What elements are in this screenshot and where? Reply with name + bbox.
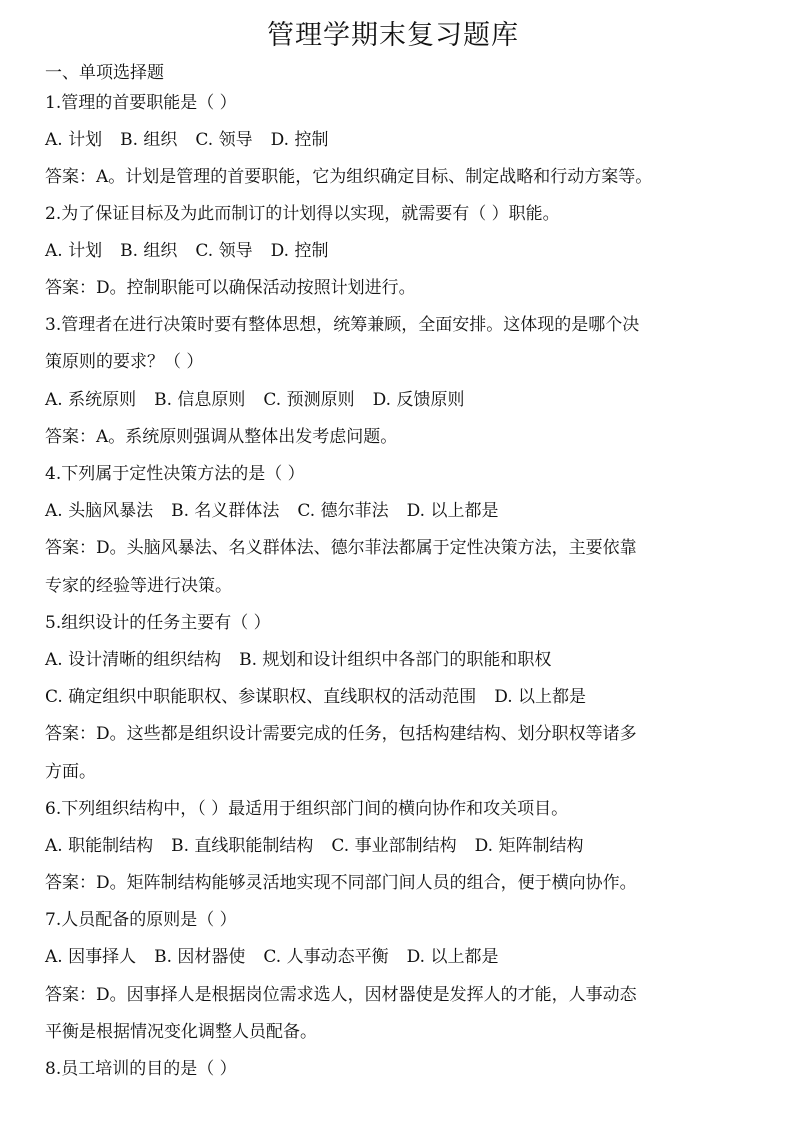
question-7: 7.人员配备的原则是（ ） (45, 910, 237, 930)
option-c: C. 预测原则 (263, 390, 355, 410)
answer-2: 答案：D。控制职能可以确保活动按照计划进行。 (45, 278, 416, 298)
answer-4-line-1: 答案：D。头脑风暴法、名义群体法、德尔菲法都属于定性决策方法，主要依靠 (45, 538, 637, 558)
question-5-options-line-1 (45, 648, 742, 672)
option-a: A. 系统原则 (45, 390, 137, 410)
option-d: D. 控制 (270, 130, 329, 150)
option-b: B. 组织 (120, 241, 178, 261)
question-3-line-1: 3.管理者在进行决策时要有整体思想，统筹兼顾，全面安排。这体现的是哪个决 (45, 315, 640, 335)
answer-5-line-2: 方面。 (45, 762, 96, 782)
answer-7-line-1: 答案：D。因事择人是根据岗位需求选人，因材器使是发挥人的才能，人事动态 (45, 985, 637, 1005)
question-1: 1.管理的首要职能是（ ） (45, 93, 237, 113)
question-5: 5.组织设计的任务主要有（ ） (45, 613, 271, 633)
answer-4-line-2: 专家的经验等进行决策。 (45, 576, 232, 596)
question-8: 8.员工培训的目的是（ ） (45, 1059, 237, 1079)
question-4: 4.下列属于定性决策方法的是（ ） (45, 464, 305, 484)
answer-3: 答案：A。系统原则强调从整体出发考虑问题。 (45, 427, 398, 447)
question-6: 6.下列组织结构中，（ ）最适用于组织部门间的横向协作和攻关项目。 (45, 799, 569, 819)
option-b: B. 组织 (120, 130, 178, 150)
option-a: A. 头脑风暴法 (45, 501, 154, 521)
section-heading: 一、单项选择题 (45, 63, 164, 83)
option-d: D. 矩阵制结构 (474, 836, 584, 856)
question-7-options (45, 945, 742, 969)
option-d: D. 以上都是 (494, 687, 587, 707)
option-d: D. 以上都是 (406, 947, 499, 967)
document-title: 管理学期末复习题库 (267, 20, 519, 51)
option-a: A. 因事择人 (45, 947, 137, 967)
option-d: D. 反馈原则 (372, 390, 465, 410)
answer-7-line-2: 平衡是根据情况变化调整人员配备。 (45, 1022, 317, 1042)
question-4-options (45, 499, 742, 523)
option-a: A. 计划 (45, 130, 103, 150)
answer-6: 答案：D。矩阵制结构能够灵活地实现不同部门间人员的组合，便于横向协作。 (45, 873, 637, 893)
option-c: C. 领导 (195, 241, 253, 261)
question-5-options-line-2 (45, 685, 742, 709)
option-c: C. 确定组织中职能职权、参谋职权、直线职权的活动范围 (45, 687, 477, 707)
question-3-options (45, 388, 742, 412)
option-d: D. 控制 (270, 241, 329, 261)
question-2: 2.为了保证目标及为此而制订的计划得以实现，就需要有（ ）职能。 (45, 204, 560, 224)
question-3-line-2: 策原则的要求？（ ） (45, 352, 204, 372)
option-b: B. 因材器使 (154, 947, 246, 967)
option-c: C. 事业部制结构 (331, 836, 457, 856)
option-b: B. 规划和设计组织中各部门的职能和职权 (239, 650, 552, 670)
answer-5-line-1: 答案：D。这些都是组织设计需要完成的任务，包括构建结构、划分职权等诸多 (45, 724, 637, 744)
answer-1: 答案：A。计划是管理的首要职能，它为组织确定目标、制定战略和行动方案等。 (45, 167, 653, 187)
question-6-options (45, 834, 742, 858)
option-b: B. 信息原则 (154, 390, 246, 410)
option-b: B. 直线职能制结构 (171, 836, 314, 856)
option-d: D. 以上都是 (406, 501, 499, 521)
option-c: C. 人事动态平衡 (263, 947, 389, 967)
option-a: A. 设计清晰的组织结构 (45, 650, 222, 670)
option-c: C. 领导 (195, 130, 253, 150)
question-2-options (45, 239, 742, 263)
option-c: C. 德尔菲法 (297, 501, 389, 521)
question-1-options (45, 128, 742, 152)
option-a: A. 职能制结构 (45, 836, 154, 856)
option-a: A. 计划 (45, 241, 103, 261)
option-b: B. 名义群体法 (171, 501, 280, 521)
